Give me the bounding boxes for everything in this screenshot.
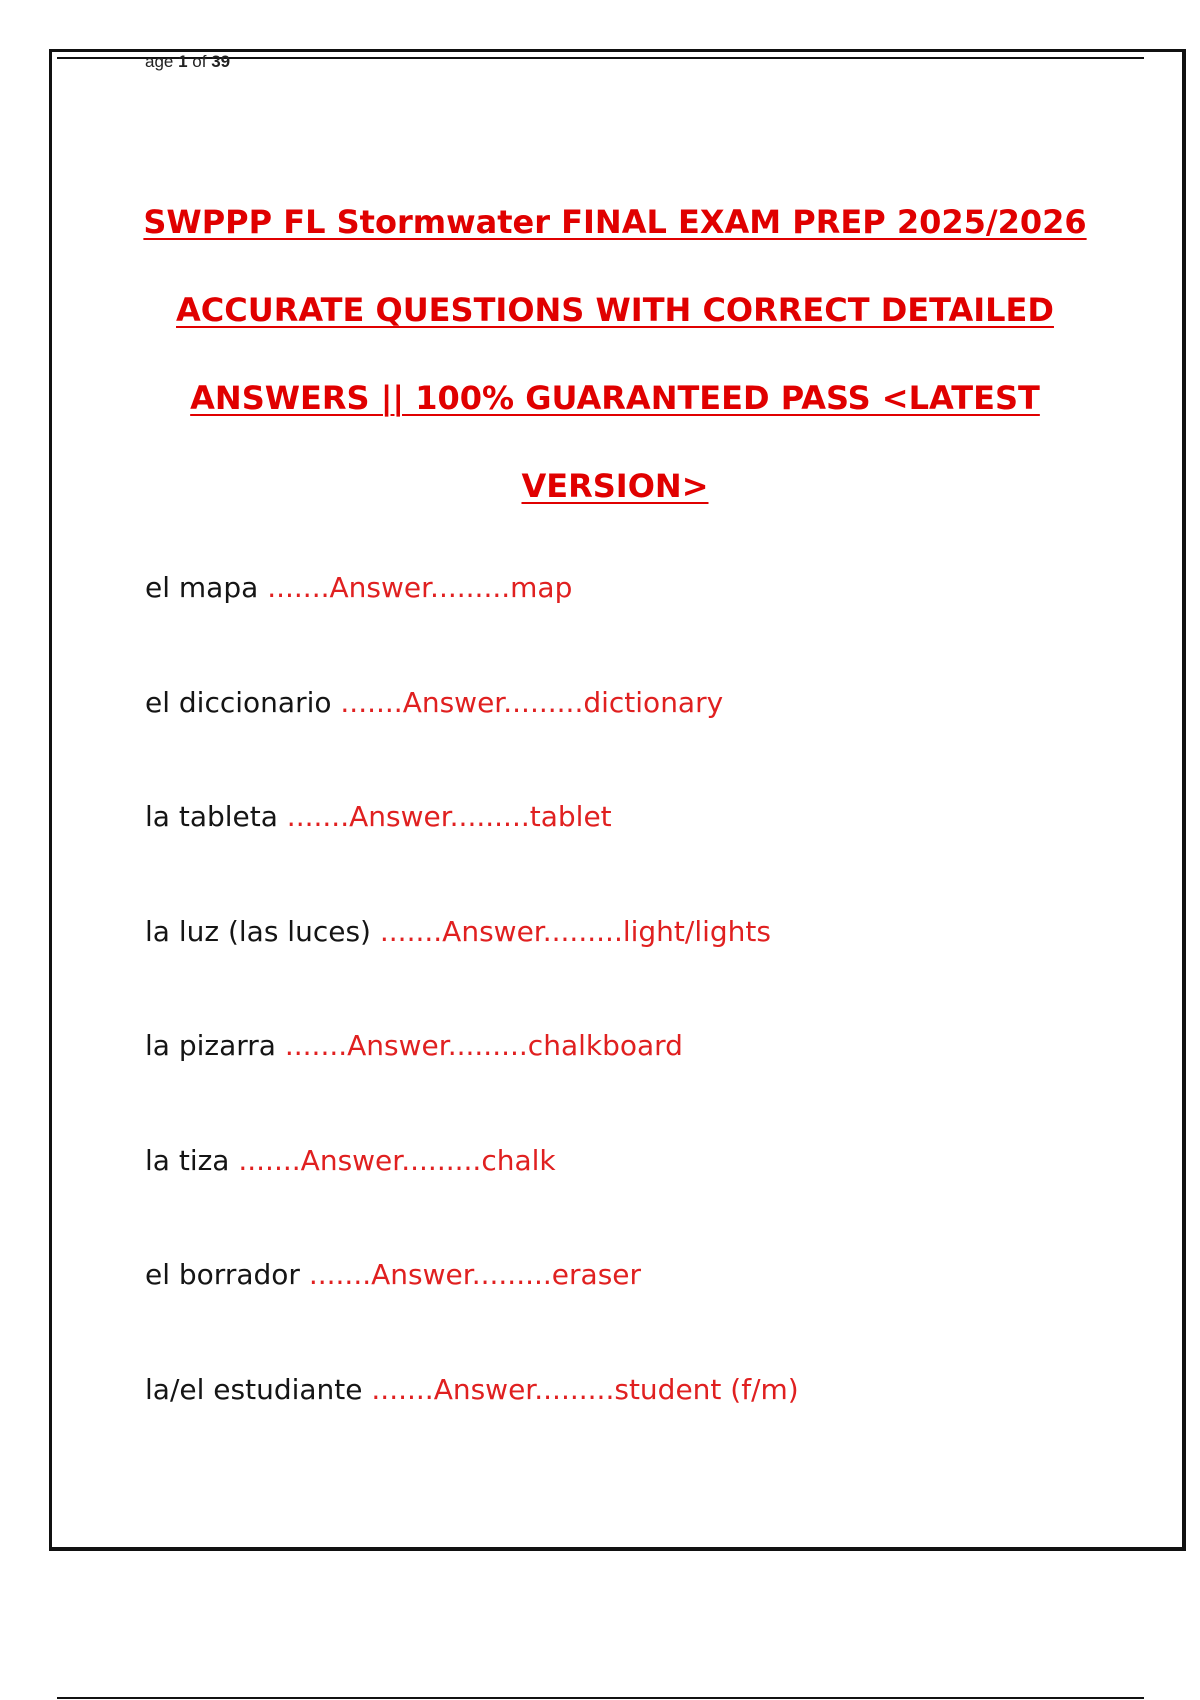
list-item xyxy=(145,683,1145,798)
list-item xyxy=(145,912,1145,1027)
page-number xyxy=(145,50,230,74)
term-text: el mapa xyxy=(145,571,259,604)
answer-text: .......Answer.........student (f/m) xyxy=(371,1372,799,1406)
term-text: la/el estudiante xyxy=(145,1372,363,1406)
list-item xyxy=(145,1141,1145,1256)
list-item xyxy=(145,1370,1145,1485)
term-text: el diccionario xyxy=(145,685,332,719)
title-line-4-text: VERSION> xyxy=(521,467,709,505)
page-number-of: of xyxy=(187,52,212,71)
list-item xyxy=(145,1255,1145,1370)
list-item xyxy=(145,1026,1145,1141)
term-text: la pizarra xyxy=(145,1029,276,1062)
term-text: la tiza xyxy=(145,1143,230,1177)
list-item xyxy=(145,797,1145,912)
title-line-1 xyxy=(100,178,1130,266)
answer-text: .......Answer.........chalkboard xyxy=(284,1029,683,1062)
answer-text: .......Answer.........light/lights xyxy=(379,914,771,948)
list-item xyxy=(145,568,1145,683)
page-number-total: 39 xyxy=(211,52,231,71)
answer-text: .......Answer.........map xyxy=(267,571,573,604)
title-line-2 xyxy=(100,266,1130,354)
title-line-4 xyxy=(100,442,1130,530)
title-line-1-text: SWPPP FL Stormwater FINAL EXAM PREP 2025/2026 xyxy=(143,203,1087,241)
title-line-3-text: ANSWERS || 100% GUARANTEED PASS <LATEST xyxy=(190,379,1040,417)
answer-text: .......Answer.........chalk xyxy=(238,1143,556,1177)
answer-text: .......Answer.........tablet xyxy=(286,800,612,833)
page-number-prefix: age xyxy=(145,52,179,71)
term-text: la tableta xyxy=(145,800,278,833)
answer-text: .......Answer.........eraser xyxy=(308,1258,642,1291)
answer-text: .......Answer.........dictionary xyxy=(340,685,724,719)
footer-rule xyxy=(57,1697,1144,1699)
title-line-2-text: ACCURATE QUESTIONS WITH CORRECT DETAILED xyxy=(176,291,1054,329)
term-text: la luz (las luces) xyxy=(145,914,371,948)
term-text: el borrador xyxy=(145,1258,300,1291)
page-number-current: 1 xyxy=(178,52,188,71)
title-line-3 xyxy=(100,354,1130,442)
document-title xyxy=(100,178,1130,530)
vocabulary-list xyxy=(145,568,1145,1484)
